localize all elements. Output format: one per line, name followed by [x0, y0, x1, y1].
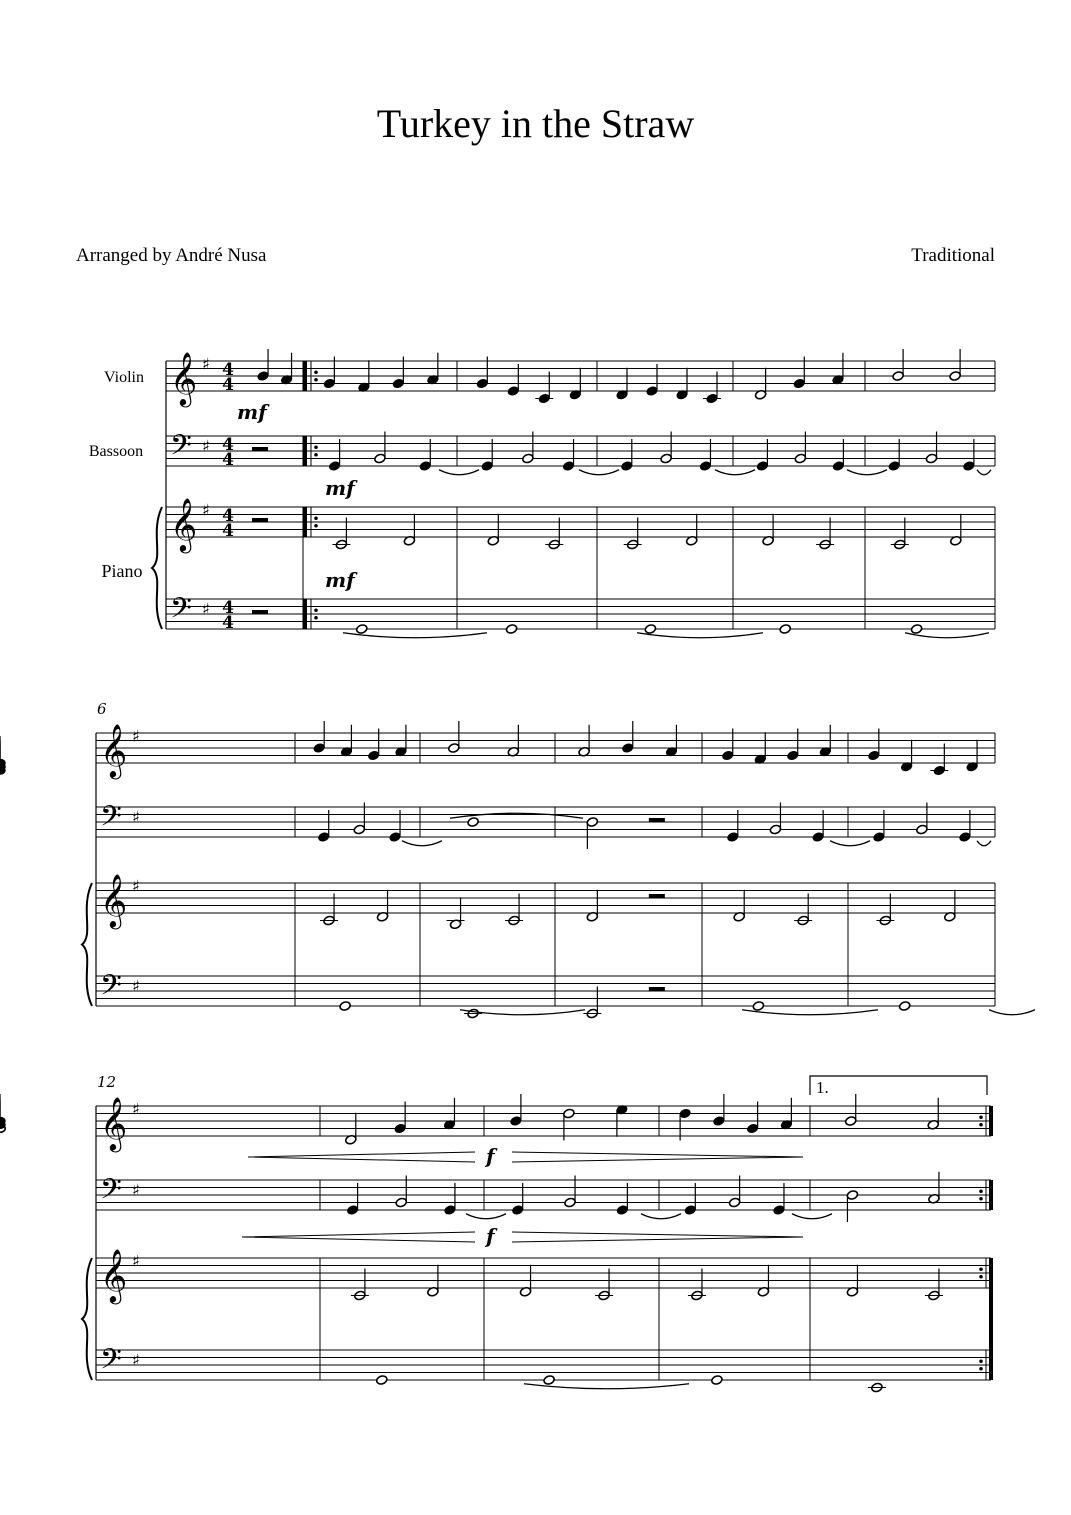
note-head	[564, 1197, 576, 1208]
note-head	[346, 1205, 358, 1216]
time-signature: 4	[222, 360, 234, 380]
note-head	[899, 1001, 911, 1012]
repeat-barline-icon	[303, 507, 307, 537]
note-head	[0, 1121, 5, 1129]
note-head	[873, 832, 885, 843]
bass-clef-icon: 𝄢	[100, 969, 122, 1009]
time-signature: 4	[222, 506, 234, 526]
note-head	[769, 824, 781, 835]
note-head	[512, 1205, 524, 1216]
composer-credit: Traditional	[911, 245, 995, 266]
dynamic-f: f	[486, 1144, 495, 1168]
note-head	[746, 1123, 758, 1134]
sharp-icon: ♯	[132, 807, 140, 827]
repeat-dot	[314, 608, 318, 612]
note-head	[699, 461, 711, 472]
instrument-name-violin: Violin	[104, 369, 144, 386]
tie	[977, 841, 991, 846]
note-head	[313, 743, 325, 754]
brace-icon	[82, 883, 92, 1006]
note-head	[963, 461, 975, 472]
brace-icon	[152, 507, 162, 629]
note-head	[621, 461, 633, 472]
repeat-dot	[314, 378, 318, 382]
note-head	[353, 824, 365, 835]
note-head	[793, 378, 805, 389]
note-head	[622, 743, 634, 754]
tie	[641, 1214, 681, 1219]
bass-clef-icon: 𝄢	[170, 592, 192, 632]
dynamic-mf: mf	[325, 568, 355, 592]
note-head	[660, 453, 672, 464]
note-head	[845, 1116, 857, 1127]
note-head	[868, 750, 880, 761]
note-head	[356, 624, 368, 635]
first-ending-bracket	[810, 1076, 987, 1097]
measure-number: 6	[97, 700, 107, 718]
note-head	[257, 371, 269, 382]
repeat-dot	[314, 370, 318, 374]
note-head	[389, 832, 401, 843]
note-head	[846, 1190, 858, 1201]
note-head	[832, 461, 844, 472]
sharp-icon: ♯	[132, 976, 140, 996]
note-head	[916, 824, 928, 835]
repeat-barline-icon	[303, 436, 307, 466]
note-head	[318, 832, 330, 843]
sharp-icon: ♯	[202, 436, 210, 456]
repeat-dot	[979, 1123, 983, 1127]
treble-clef-icon: 𝄞	[100, 1096, 128, 1150]
note-head	[892, 371, 904, 382]
note-head	[787, 750, 799, 761]
tie	[847, 470, 887, 475]
repeat-dot	[979, 1189, 983, 1193]
half-rest-icon	[252, 610, 268, 614]
repeat-dot	[979, 1267, 983, 1271]
note-head	[812, 832, 824, 843]
tie	[343, 633, 487, 638]
repeat-dot	[979, 1367, 983, 1371]
tie	[579, 470, 619, 475]
note-head	[752, 1001, 764, 1012]
note-head	[644, 624, 656, 635]
note-head	[328, 461, 340, 472]
note-head	[543, 1375, 555, 1386]
note-head	[507, 386, 519, 397]
crescendo-hairpin	[242, 1152, 475, 1242]
treble-clef-icon: 𝄞	[170, 497, 198, 551]
repeat-dot	[314, 516, 318, 520]
note-head	[616, 1205, 628, 1216]
diminuendo-hairpin	[512, 1152, 803, 1242]
repeat-dot	[979, 1275, 983, 1279]
treble-clef-icon: 𝄞	[100, 873, 128, 927]
note-head	[910, 624, 922, 635]
half-rest-icon	[252, 518, 268, 522]
note-head	[505, 624, 517, 635]
note-head	[679, 1108, 691, 1119]
instrument-name-piano: Piano	[101, 561, 143, 581]
note-head	[562, 461, 574, 472]
note-head	[394, 1123, 406, 1134]
note-head	[367, 750, 379, 761]
note-head	[522, 453, 534, 464]
note-head	[395, 1197, 407, 1208]
note-head	[376, 1375, 388, 1386]
note-head	[419, 461, 431, 472]
half-rest-icon	[649, 818, 665, 822]
treble-clef-icon: 𝄞	[170, 351, 198, 405]
note-head	[684, 1205, 696, 1216]
tie	[792, 1214, 832, 1219]
time-signature: 4	[222, 450, 234, 470]
note-head	[888, 461, 900, 472]
note-head	[646, 386, 658, 397]
note-head	[392, 378, 404, 389]
note-head	[713, 1116, 725, 1127]
half-rest-icon	[252, 447, 268, 451]
sharp-icon: ♯	[132, 1350, 140, 1370]
sharp-icon: ♯	[202, 354, 210, 374]
dynamic-mf: mf	[237, 400, 267, 424]
bass-clef-icon: 𝄢	[100, 800, 122, 840]
repeat-dot	[314, 453, 318, 457]
note-head	[756, 461, 768, 472]
repeat-dot	[314, 616, 318, 620]
note-head	[0, 767, 5, 775]
note-head	[949, 371, 961, 382]
note-head	[959, 832, 971, 843]
half-rest-icon	[649, 894, 665, 898]
time-signature: 4	[222, 598, 234, 618]
note-head	[727, 832, 739, 843]
brace-icon	[82, 1258, 92, 1380]
time-signature: 4	[222, 375, 234, 395]
repeat-dot	[979, 1197, 983, 1201]
note-head	[323, 378, 335, 389]
sharp-icon: ♯	[132, 726, 140, 746]
repeat-barline-icon	[303, 361, 307, 391]
dynamic-f: f	[486, 1224, 495, 1248]
repeat-dot	[979, 1115, 983, 1119]
note-head	[448, 743, 460, 754]
note-head	[728, 1197, 740, 1208]
tie	[439, 470, 479, 475]
dynamic-mf: mf	[325, 476, 355, 500]
treble-clef-icon: 𝄞	[100, 1248, 128, 1302]
note-head	[563, 1108, 575, 1119]
note-head	[467, 817, 479, 828]
repeat-dot	[314, 524, 318, 528]
note-head	[481, 461, 493, 472]
treble-clef-icon: 𝄞	[100, 723, 128, 777]
note-head	[779, 624, 791, 635]
note-head	[339, 1001, 351, 1012]
bass-clef-icon: 𝄢	[170, 429, 192, 469]
note-head	[444, 1205, 456, 1216]
sharp-icon: ♯	[132, 1251, 140, 1271]
note-head	[773, 1205, 785, 1216]
note-head	[925, 453, 937, 464]
bass-clef-icon: 𝄢	[100, 1173, 122, 1213]
note-head	[722, 750, 734, 761]
instrument-name-bassoon: Bassoon	[88, 443, 144, 460]
sharp-icon: ♯	[132, 1180, 140, 1200]
score-title: Turkey in the Straw	[376, 101, 695, 146]
arranger-credit: Arranged by André Nusa	[76, 245, 267, 266]
sharp-icon: ♯	[202, 500, 210, 520]
note-head	[476, 378, 488, 389]
tie	[402, 841, 442, 846]
tie	[637, 633, 763, 638]
half-rest-icon	[649, 987, 665, 991]
time-signature: 4	[222, 435, 234, 455]
note-head	[374, 453, 386, 464]
measure-number: 12	[97, 1073, 117, 1091]
tie	[715, 470, 755, 475]
tie	[466, 1214, 506, 1219]
note-head	[510, 1116, 522, 1127]
tie	[989, 1010, 1035, 1015]
time-signature: 4	[222, 613, 234, 633]
bass-clef-icon: 𝄢	[100, 1343, 122, 1383]
note-head	[711, 1375, 723, 1386]
repeat-barline-icon	[303, 599, 307, 629]
note-head	[794, 453, 806, 464]
sharp-icon: ♯	[132, 1099, 140, 1119]
tie	[742, 1010, 878, 1015]
svg-text:1.: 1.	[816, 1078, 829, 1097]
tie	[830, 841, 870, 846]
tie	[977, 470, 991, 475]
time-signature: 4	[222, 521, 234, 541]
sharp-icon: ♯	[202, 599, 210, 619]
sharp-icon: ♯	[132, 876, 140, 896]
repeat-dot	[314, 445, 318, 449]
repeat-dot	[979, 1359, 983, 1363]
note-head	[586, 817, 598, 828]
